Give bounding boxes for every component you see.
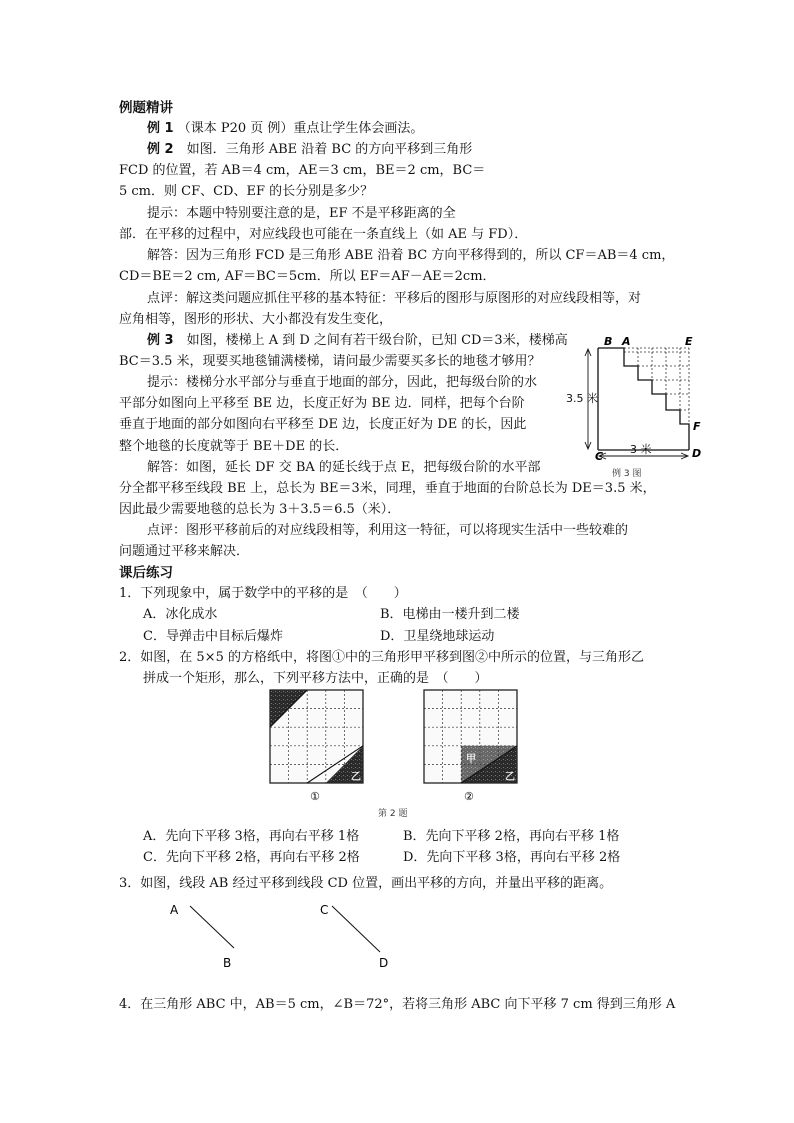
example-2-line-3: 5 cm．则 CF、CD、EF 的长分别是多少？ bbox=[119, 184, 374, 199]
question-4-stem: 4．在三角形 ABC 中，AB＝5 cm，∠B＝72°，若将三角形 ABC 向下平移 7 cm 得到三角形 A bbox=[119, 997, 676, 1012]
example-2-review-2: 应角相等，图形的形状、大小都没有发生变化， bbox=[119, 312, 393, 327]
label-E: E bbox=[685, 335, 693, 348]
question-2-caption: 第 2 题 bbox=[378, 809, 408, 819]
example-2-answer-1: 解答：因为三角形 FCD 是三角形 ABE 沿着 BC 方向平移得到的，所以 CF＝AB＝4 cm， bbox=[147, 248, 675, 263]
example-1-text: （课本 P20 页 例）重点让学生体会画法。 bbox=[177, 121, 424, 136]
example-3-answer-2: 分全都平移至线段 BE 上，总长为 BE＝3米，同理，垂直于地面的台阶总长为 DE＝3.5 米， bbox=[119, 481, 656, 496]
label-F: F bbox=[693, 420, 701, 433]
example-3-answer-1: 解答：如图，延长 DF 交 BA 的延长线于点 E，把每级台阶的水平部 bbox=[147, 460, 541, 475]
question-1-option-b: B．电梯由一楼升到二楼 bbox=[380, 607, 520, 622]
example-3-review-2: 问题通过平移来解决． bbox=[119, 544, 250, 559]
stair-outline bbox=[598, 348, 689, 450]
label-B: B bbox=[604, 335, 613, 348]
label-figure-2: ② bbox=[464, 790, 474, 803]
point-b-label: B bbox=[223, 956, 232, 970]
segment-cd bbox=[332, 906, 380, 952]
question-3-stem: 3．如图，线段 AB 经过平移到线段 CD 位置，画出平移的方向，并量出平移的距离。 bbox=[119, 876, 613, 891]
figure-caption: 例 3 图 bbox=[612, 469, 642, 479]
label-C: C bbox=[595, 450, 604, 463]
example-3-line-1 bbox=[147, 332, 568, 350]
question-2-figure bbox=[262, 686, 538, 820]
question-2-option-a: A．先向下平移 3格，再向右平移 1格 bbox=[143, 829, 360, 844]
label-yi-fig1: 乙 bbox=[351, 772, 361, 783]
example-2-hint-2: 部．在平移的过程中，对应线段也可能在一条直线上（如 AE 与 FD）． bbox=[119, 227, 528, 242]
example-2-label: 例 2 bbox=[147, 142, 174, 157]
point-d-label: D bbox=[379, 956, 389, 970]
example-3-line-2: BC＝3.5 米，现要买地毯铺满楼梯，请问最少需要买多长的地毯才够用？ bbox=[119, 354, 541, 369]
question-2-option-b: B．先向下平移 2格，再向右平移 1格 bbox=[403, 829, 620, 844]
point-c-label: C bbox=[320, 903, 329, 917]
example-2-text-1: 如图．三角形 ABE 沿着 BC 的方向平移到三角形 bbox=[186, 142, 473, 157]
section-title-exercises: 课后练习 bbox=[119, 565, 173, 581]
example-3-answer-3: 因此最少需要地毯的总长为 3＋3.5＝6.5（米）． bbox=[119, 502, 401, 517]
example-2-line-2: FCD 的位置，若 AB＝4 cm，AE＝3 cm，BE＝2 cm，BC＝ bbox=[119, 163, 486, 178]
example-3-hint-2: 平部分如图向上平移至 BE 边，长度正好为 BE 边．同样，把每个台阶 bbox=[119, 396, 525, 411]
question-1-option-d: D．卫星绕地球运动 bbox=[380, 629, 495, 644]
example-3-text-1: 如图，楼梯上 A 到 D 之间有若干级台阶，已知 CD＝3米，楼梯高 bbox=[186, 333, 568, 348]
question-2-line-1: 2．如图，在 5×5 的方格纸中，将图①中的三角形甲平移到图②中所示的位置，与三角形乙 bbox=[119, 650, 644, 665]
staircase-figure bbox=[566, 332, 706, 480]
question-2-option-d: D．先向下平移 3格，再向右平移 2格 bbox=[403, 850, 621, 865]
example-1 bbox=[147, 120, 423, 138]
question-2-option-c: C．先向下平移 2格，再向右平移 2格 bbox=[143, 850, 360, 865]
grid-figure-2 bbox=[424, 690, 517, 783]
label-jia-fig2: 甲 bbox=[466, 754, 476, 765]
example-1-label: 例 1 bbox=[147, 121, 174, 136]
segment-ab bbox=[190, 906, 234, 948]
question-1-stem: 1．下列现象中，属于数学中的平移的是 （ ） bbox=[119, 586, 407, 601]
label-A: A bbox=[622, 335, 631, 348]
label-yi-fig2: 乙 bbox=[505, 772, 515, 783]
section-title-examples: 例题精讲 bbox=[119, 100, 173, 116]
example-2-line-1 bbox=[147, 141, 472, 159]
point-a-label: A bbox=[170, 903, 179, 917]
width-label: 3 米 bbox=[630, 443, 652, 456]
question-1-option-c: C．导弹击中目标后爆炸 bbox=[143, 629, 283, 644]
example-2-review-1: 点评：解这类问题应抓住平移的基本特征：平移后的图形与原图形的对应线段相等，对 bbox=[147, 291, 642, 306]
question-1-option-a: A．冰化成水 bbox=[143, 607, 218, 622]
example-3-label: 例 3 bbox=[147, 333, 174, 348]
example-2-hint-1: 提示：本题中特别要注意的是，EF 不是平移距离的全 bbox=[147, 206, 456, 221]
question-3-figure bbox=[160, 896, 410, 978]
question-2-line-2: 拼成一个矩形，那么，下列平移方法中，正确的是 （ ） bbox=[143, 671, 488, 686]
label-D: D bbox=[692, 447, 702, 460]
example-3-review-1: 点评：图形平移前后的对应线段相等，利用这一特征，可以将现实生活中一些较难的 bbox=[147, 523, 629, 538]
example-3-hint-3: 垂直于地面的部分如图向右平移至 DE 边，长度正好为 DE 的长，因此 bbox=[119, 417, 527, 432]
label-figure-1: ① bbox=[310, 790, 320, 803]
height-label: 3.5 米 bbox=[566, 392, 598, 405]
example-2-answer-2: CD＝BE＝2 cm, AF＝BC＝5cm．所以 EF＝AF－AE＝2cm． bbox=[119, 269, 496, 284]
example-3-hint-1: 提示：楼梯分水平部分与垂直于地面的部分，因此，把每级台阶的水 bbox=[147, 375, 538, 390]
grid-figure-1 bbox=[270, 690, 363, 783]
example-3-hint-4: 整个地毯的长度就等于 BE＋DE 的长． bbox=[119, 439, 349, 454]
